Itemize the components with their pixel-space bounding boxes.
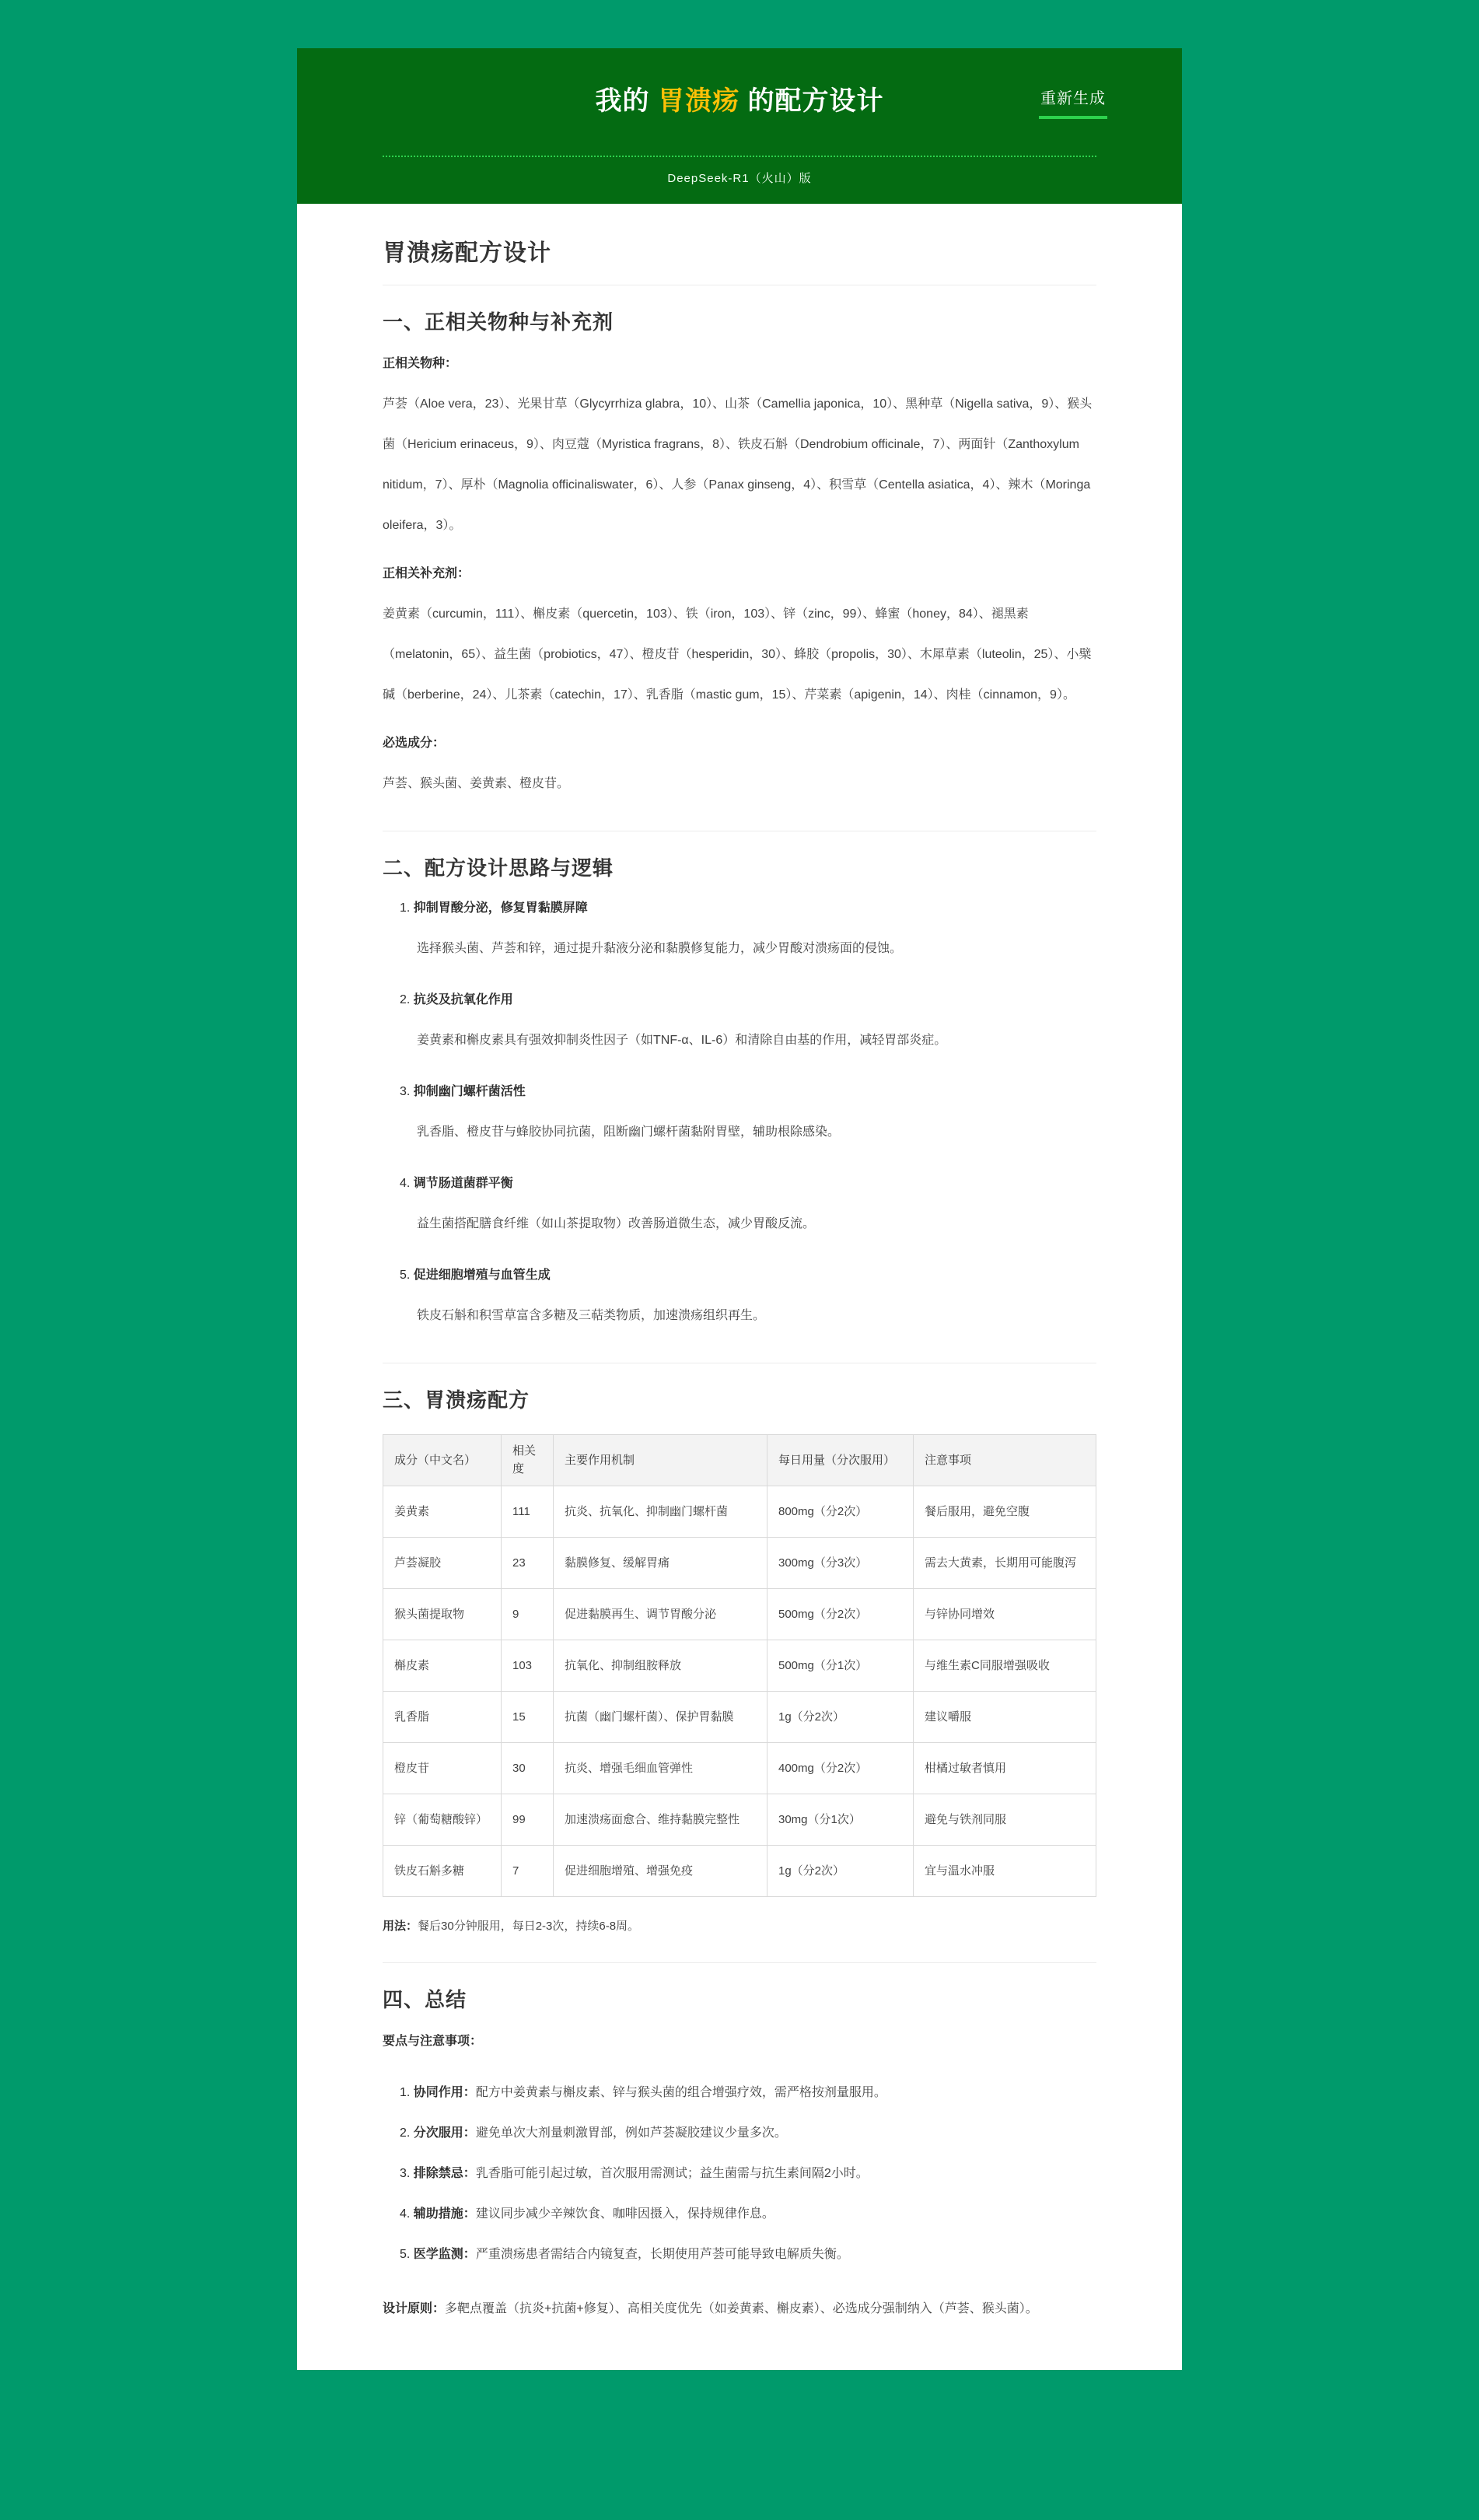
table-cell: 300mg（分3次）: [767, 1538, 914, 1589]
design-logic-item: [400, 888, 1096, 969]
logic-item-title: 抗炎及抗氧化作用: [413, 993, 513, 1007]
dotted-divider: [383, 156, 1096, 157]
logic-item-desc: 姜黄素和槲皮素具有强效抑制炎性因子（如TNF-α、IL-6）和清除自由基的作用，减轻胃部炎症。: [417, 1034, 947, 1048]
section4-heading: 四、总结: [383, 1988, 467, 2012]
usage-text: 餐后30分钟服用，每日2-3次，持续6-8周。: [418, 1920, 640, 1934]
table-cell: 芦荟凝胶: [383, 1538, 502, 1589]
logic-item-title: 调节肠道菌群平衡: [413, 1177, 513, 1191]
table-cell: 乳香脂: [383, 1692, 502, 1743]
table-header-row: [383, 1435, 1096, 1486]
table-cell: 500mg（分1次）: [767, 1640, 914, 1692]
formula-table-body: [383, 1486, 1096, 1897]
formula-table-head: [383, 1435, 1096, 1486]
summary-item: [400, 2073, 1096, 2113]
design-principle-label: 设计原则：: [383, 2302, 446, 2316]
table-cell: 9: [502, 1589, 554, 1640]
summary-item: [400, 2194, 1096, 2235]
summary-item-title: 排除禁忌：: [413, 2167, 476, 2181]
list-number: 1.: [400, 2086, 411, 2100]
supplements-list: 姜黄素（curcumin，111）、槲皮素（quercetin，103）、铁（iron，103）、锌（zinc，99）、蜂蜜（honey，84）、褪黑素（melatonin，65）、益生菌（probiotics，47）、橙皮苷（hesperidin，30）、蜂胶（propolis，30）、木犀草素（luteolin，25）、小檗碱（berberine，24）、儿茶素（catechin，17）、乳香脂（mastic gum，15）、芹菜素（apigenin，14）、肉桂（cinnamon，9）。: [383, 607, 1092, 702]
table-cell: 与锌协同增效: [914, 1589, 1096, 1640]
table-cell: 103: [502, 1640, 554, 1692]
table-row: [383, 1486, 1096, 1538]
page-title-prefix: 我的: [595, 86, 658, 116]
usage-line: [383, 1917, 1096, 1936]
table-cell: 111: [502, 1486, 554, 1538]
summary-item: [400, 2154, 1096, 2194]
logic-item-heading: [400, 1072, 1096, 1112]
list-number: 4.: [400, 2207, 411, 2221]
section4-body: [383, 2021, 1096, 2062]
hero-title-row: [383, 84, 1106, 156]
list-number: 1.: [400, 901, 411, 915]
summary-list: [383, 2073, 1096, 2275]
logic-item-heading: [400, 980, 1096, 1020]
logic-item-heading: [400, 888, 1096, 929]
formula-table: [383, 1434, 1096, 1897]
table-cell: 餐后服用，避免空腹: [914, 1486, 1096, 1538]
hero-header: [297, 48, 1182, 204]
table-cell: 800mg（分2次）: [767, 1486, 914, 1538]
page-title: [383, 84, 1096, 118]
table-cell: 锌（葡萄糖酸锌）: [383, 1794, 502, 1846]
page-title-suffix: 的配方设计: [740, 86, 884, 116]
table-cell: 宜与温水冲服: [914, 1846, 1096, 1897]
summary-intro-label: 要点与注意事项：: [383, 2035, 483, 2049]
table-header-cell: 每日用量（分次服用）: [767, 1435, 914, 1486]
table-cell: 30: [502, 1743, 554, 1794]
model-version-label: DeepSeek-R1（火山）版: [667, 172, 812, 185]
design-principle-text: 多靶点覆盖（抗炎+抗菌+修复）、高相关度优先（如姜黄素、槲皮素）、必选成分强制纳入（芦荟、猴头菌）。: [445, 2302, 1038, 2316]
table-cell: 抗炎、增强毛细血管弹性: [554, 1743, 767, 1794]
table-header-cell: 成分（中文名）: [383, 1435, 502, 1486]
summary-item-desc: 避免单次大剂量刺激胃部，例如芦荟凝胶建议少量多次。: [475, 2126, 787, 2140]
logic-item-desc: 选择猴头菌、芦荟和锌，通过提升黏液分泌和黏膜修复能力，减少胃酸对溃疡面的侵蚀。: [417, 942, 903, 956]
summary-item-desc: 建议同步减少辛辣饮食、咖啡因摄入，保持规律作息。: [475, 2207, 774, 2221]
supplements-label: 正相关补充剂：: [383, 567, 470, 581]
report-card: [297, 0, 1182, 2370]
table-cell: 柑橘过敏者慎用: [914, 1743, 1096, 1794]
summary-item-title: 分次服用：: [413, 2126, 476, 2140]
table-cell: 抗氧化、抑制组胺释放: [554, 1640, 767, 1692]
summary-item-title: 协同作用：: [413, 2086, 476, 2100]
design-logic-list: [383, 888, 1096, 1336]
list-number: 5.: [400, 1269, 411, 1283]
list-number: 3.: [400, 1085, 411, 1099]
table-cell: 加速溃疡面愈合、维持黏膜完整性: [554, 1794, 767, 1846]
list-number: 4.: [400, 1177, 411, 1191]
section2-heading: 二、配方设计思路与逻辑: [383, 856, 614, 880]
table-header-cell: 相关度: [502, 1435, 554, 1486]
table-cell: 铁皮石斛多糖: [383, 1846, 502, 1897]
table-header-cell: 注意事项: [914, 1435, 1096, 1486]
table-cell: 400mg（分2次）: [767, 1743, 914, 1794]
design-logic-item: [400, 980, 1096, 1061]
table-cell: 姜黄素: [383, 1486, 502, 1538]
logic-item-heading: [400, 1164, 1096, 1204]
design-logic-item: [400, 1164, 1096, 1244]
list-number: 2.: [400, 2126, 411, 2140]
list-number: 5.: [400, 2248, 411, 2262]
table-cell: 99: [502, 1794, 554, 1846]
table-row: [383, 1692, 1096, 1743]
table-row: [383, 1589, 1096, 1640]
page-title-highlight: 胃溃疡: [658, 86, 740, 116]
table-cell: 促进细胞增殖、增强免疫: [554, 1846, 767, 1897]
table-row: [383, 1538, 1096, 1589]
table-cell: 猴头菌提取物: [383, 1589, 502, 1640]
table-cell: 500mg（分2次）: [767, 1589, 914, 1640]
summary-item-desc: 严重溃疡患者需结合内镜复查，长期使用芦荟可能导致电解质失衡。: [475, 2248, 849, 2262]
table-cell: 橙皮苷: [383, 1743, 502, 1794]
table-cell: 建议嚼服: [914, 1692, 1096, 1743]
usage-label: 用法：: [383, 1920, 418, 1934]
required-label: 必选成分：: [383, 737, 446, 751]
species-label: 正相关物种：: [383, 357, 458, 371]
section-divider: [383, 1962, 1096, 1963]
design-logic-item: [400, 1072, 1096, 1153]
required-ingredients: 芦荟、猴头菌、姜黄素、橙皮苷。: [383, 777, 570, 791]
section1-heading: 一、正相关物种与补充剂: [383, 310, 614, 334]
table-cell: 需去大黄素，长期用可能腹泻: [914, 1538, 1096, 1589]
logic-item-heading: [400, 1255, 1096, 1296]
table-cell: 黏膜修复、缓解胃痛: [554, 1538, 767, 1589]
table-cell: 1g（分2次）: [767, 1846, 914, 1897]
table-cell: 1g（分2次）: [767, 1692, 914, 1743]
table-cell: 30mg（分1次）: [767, 1794, 914, 1846]
summary-item-desc: 配方中姜黄素与槲皮素、锌与猴头菌的组合增强疗效，需严格按剂量服用。: [475, 2086, 886, 2100]
table-row: [383, 1743, 1096, 1794]
list-number: 2.: [400, 993, 411, 1007]
list-number: 3.: [400, 2167, 411, 2181]
summary-item: [400, 2113, 1096, 2154]
section3-heading: 三、胃溃疡配方: [383, 1388, 530, 1412]
logic-item-desc: 铁皮石斛和积雪草富含多糖及三萜类物质，加速溃疡组织再生。: [417, 1309, 766, 1323]
table-row: [383, 1640, 1096, 1692]
table-cell: 15: [502, 1692, 554, 1743]
table-cell: 槲皮素: [383, 1640, 502, 1692]
table-cell: 抗炎、抗氧化、抑制幽门螺杆菌: [554, 1486, 767, 1538]
summary-item-title: 辅助措施：: [413, 2207, 476, 2221]
summary-item: [400, 2235, 1096, 2275]
table-row: [383, 1794, 1096, 1846]
table-row: [383, 1846, 1096, 1897]
logic-item-desc: 益生菌搭配膳食纤维（如山茶提取物）改善肠道微生态，减少胃酸反流。: [417, 1217, 816, 1231]
logic-item-desc: 乳香脂、橙皮苷与蜂胶协同抗菌，阻断幽门螺杆菌黏附胃壁，辅助根除感染。: [417, 1125, 841, 1139]
report-body: [297, 204, 1182, 2370]
design-logic-item: [400, 1255, 1096, 1336]
table-cell: 7: [502, 1846, 554, 1897]
logic-item-title: 抑制胃酸分泌，修复胃黏膜屏障: [413, 901, 588, 915]
logic-item-title: 促进细胞增殖与血管生成: [413, 1269, 551, 1283]
section1-body: [383, 344, 1096, 804]
summary-item-desc: 乳香脂可能引起过敏，首次服用需测试；益生菌需与抗生素间隔2小时。: [475, 2167, 869, 2181]
table-cell: 促进黏膜再生、调节胃酸分泌: [554, 1589, 767, 1640]
table-cell: 避免与铁剂同服: [914, 1794, 1096, 1846]
doc-title: 胃溃疡配方设计: [383, 233, 1096, 285]
table-cell: 抗菌（幽门螺杆菌）、保护胃黏膜: [554, 1692, 767, 1743]
design-principle-line: [383, 2289, 1096, 2329]
regenerate-button[interactable]: 重新生成: [1039, 86, 1107, 119]
table-header-cell: 主要作用机制: [554, 1435, 767, 1486]
summary-item-title: 医学监测：: [413, 2248, 476, 2262]
logic-item-title: 抑制幽门螺杆菌活性: [413, 1085, 526, 1099]
species-list: 芦荟（Aloe vera，23）、光果甘草（Glycyrrhiza glabra，10）、山茶（Camellia japonica，10）、黑种草（Nigella sativa，9）、猴头菌（Hericium erinaceus，9）、肉豆蔻（Myristica fragrans，8）、铁皮石斛（Dendrobium officinale，7）、两面针（Zanthoxylum nitidum，7）、厚朴（Magnolia officinaliswater，6）、人参（Panax ginseng，4）、积雪草（Centella asiatica，4）、辣木（Moringa oleifera，3）。: [383, 397, 1093, 533]
table-cell: 与维生素C同服增强吸收: [914, 1640, 1096, 1692]
table-cell: 23: [502, 1538, 554, 1589]
